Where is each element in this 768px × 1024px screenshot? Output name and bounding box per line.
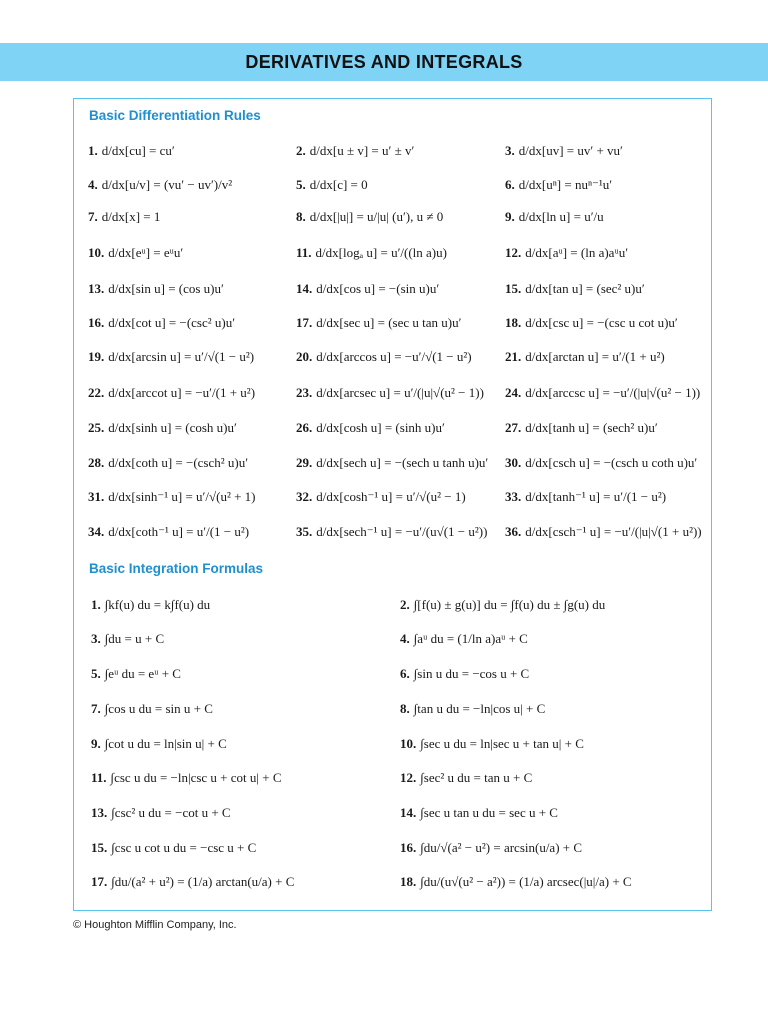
formula-number: 2. — [400, 597, 410, 612]
formula-number: 26. — [296, 420, 313, 435]
formula-expression: ∫sin u du = −cos u + C — [413, 666, 530, 681]
formula-item — [505, 386, 700, 400]
formula-item — [505, 456, 697, 470]
formula-number: 13. — [88, 281, 105, 296]
formula-item — [88, 350, 254, 364]
formula-expression: d/dx[tan u] = (sec² u)u′ — [525, 281, 645, 296]
formula-item — [88, 144, 175, 158]
formula-number: 4. — [88, 177, 98, 192]
formula-item — [91, 806, 231, 820]
formula-number: 9. — [91, 736, 101, 751]
formula-number: 3. — [91, 631, 101, 646]
formula-number: 7. — [91, 701, 101, 716]
formula-item — [88, 456, 248, 470]
formula-expression: ∫tan u du = −ln|cos u| + C — [413, 701, 546, 716]
formula-expression: ∫eᵘ du = eᵘ + C — [104, 666, 181, 681]
formula-expression: d/dx[arccos u] = −u′/√(1 − u²) — [316, 349, 472, 364]
formula-number: 22. — [88, 385, 105, 400]
formula-item — [91, 875, 294, 889]
formula-number: 36. — [505, 524, 522, 539]
formula-item — [505, 246, 628, 260]
formula-expression: d/dx[aᵘ] = (ln a)aᵘu′ — [525, 245, 629, 260]
formula-expression: d/dx[cot u] = −(csc² u)u′ — [108, 315, 236, 330]
formula-number: 34. — [88, 524, 105, 539]
formula-expression: d/dx[u ± v] = u′ ± v′ — [309, 143, 415, 158]
formula-item — [88, 525, 249, 539]
formula-expression: d/dx[csch u] = −(csch u coth u)u′ — [525, 455, 698, 470]
formula-item — [91, 598, 210, 612]
page-title: DERIVATIVES AND INTEGRALS — [245, 52, 523, 72]
formula-expression: d/dx[arctan u] = u′/(1 + u²) — [525, 349, 665, 364]
formula-number: 16. — [400, 840, 417, 855]
formula-expression: d/dx[cosh⁻¹ u] = u′/√(u² − 1) — [316, 489, 466, 504]
formula-expression: d/dx[c] = 0 — [309, 177, 368, 192]
formula-item — [400, 771, 532, 785]
formula-item — [91, 702, 213, 716]
formula-expression: d/dx[|u|] = u/|u| (u′), u ≠ 0 — [309, 209, 444, 224]
formula-number: 33. — [505, 489, 522, 504]
formula-number: 6. — [505, 177, 515, 192]
formula-expression: d/dx[sec u] = (sec u tan u)u′ — [316, 315, 462, 330]
formula-item — [88, 316, 235, 330]
formula-expression: d/dx[x] = 1 — [101, 209, 161, 224]
integration-heading: Basic Integration Formulas — [89, 561, 264, 576]
copyright-footer: © Houghton Mifflin Company, Inc. — [73, 919, 237, 931]
formula-expression: ∫du/√(a² − u²) = arcsin(u/a) + C — [420, 840, 583, 855]
formula-number: 23. — [296, 385, 313, 400]
formula-item — [88, 386, 255, 400]
formula-expression: ∫aᵘ du = (1/ln a)aᵘ + C — [413, 631, 528, 646]
formula-expression: d/dx[cosh u] = (sinh u)u′ — [316, 420, 445, 435]
formula-expression: ∫du/(a² + u²) = (1/a) arctan(u/a) + C — [111, 874, 295, 889]
formula-item — [296, 525, 487, 539]
formula-expression: ∫cot u du = ln|sin u| + C — [104, 736, 227, 751]
formula-item — [400, 875, 632, 889]
formula-number: 3. — [505, 143, 515, 158]
formula-number: 16. — [88, 315, 105, 330]
formula-item — [296, 456, 488, 470]
formula-item — [505, 316, 678, 330]
formula-item — [88, 246, 183, 260]
formula-expression: ∫csc u du = −ln|csc u + cot u| + C — [110, 770, 282, 785]
formula-item — [400, 667, 529, 681]
formula-expression: ∫kf(u) du = k∫f(u) du — [104, 597, 211, 612]
formula-number: 5. — [296, 177, 306, 192]
formula-number: 31. — [88, 489, 105, 504]
formula-number: 8. — [400, 701, 410, 716]
formula-expression: ∫csc² u du = −cot u + C — [111, 805, 231, 820]
formula-item — [505, 210, 604, 224]
formula-item — [505, 144, 623, 158]
formula-expression: d/dx[coth⁻¹ u] = u′/(1 − u²) — [108, 524, 250, 539]
formula-expression: d/dx[sin u] = (cos u)u′ — [108, 281, 224, 296]
formula-number: 20. — [296, 349, 313, 364]
formula-number: 10. — [400, 736, 417, 751]
formula-expression: d/dx[arcsec u] = u′/(|u|√(u² − 1)) — [316, 385, 484, 400]
formula-expression: d/dx[uⁿ] = nuⁿ⁻¹u′ — [518, 177, 613, 192]
formula-number: 11. — [296, 245, 312, 260]
formula-number: 14. — [400, 805, 417, 820]
formula-expression: d/dx[uv] = uv′ + vu′ — [518, 143, 623, 158]
formula-expression: d/dx[csc u] = −(csc u cot u)u′ — [525, 315, 678, 330]
formula-item — [400, 598, 605, 612]
formula-item — [296, 421, 445, 435]
formula-number: 28. — [88, 455, 105, 470]
formula-number: 21. — [505, 349, 522, 364]
formula-number: 18. — [400, 874, 417, 889]
formula-item — [88, 178, 232, 192]
formula-number: 17. — [296, 315, 313, 330]
formula-number: 29. — [296, 455, 313, 470]
formula-expression: d/dx[sinh⁻¹ u] = u′/√(u² + 1) — [108, 489, 256, 504]
formula-expression: d/dx[ln u] = u′/u — [518, 209, 604, 224]
formula-number: 4. — [400, 631, 410, 646]
differentiation-heading: Basic Differentiation Rules — [89, 108, 261, 123]
formula-expression: ∫du/(u√(u² − a²)) = (1/a) arcsec(|u|/a) + C — [420, 874, 632, 889]
formula-item — [400, 806, 558, 820]
formula-number: 17. — [91, 874, 108, 889]
formula-number: 15. — [505, 281, 522, 296]
formula-number: 1. — [91, 597, 101, 612]
formula-number: 35. — [296, 524, 313, 539]
formula-item — [91, 632, 164, 646]
formula-item — [91, 667, 181, 681]
formula-expression: ∫sec u tan u du = sec u + C — [420, 805, 558, 820]
formula-item — [505, 282, 645, 296]
formula-item — [88, 490, 256, 504]
formula-expression: d/dx[coth u] = −(csch² u)u′ — [108, 455, 249, 470]
formula-item — [400, 737, 584, 751]
formula-expression: d/dx[logₐ u] = u′/((ln a)u) — [315, 245, 447, 260]
formula-item — [88, 421, 237, 435]
formula-item — [505, 525, 702, 539]
formula-number: 1. — [88, 143, 98, 158]
formula-expression: d/dx[u/v] = (vu′ − uv′)/v² — [101, 177, 233, 192]
formula-item — [296, 144, 414, 158]
formula-expression: d/dx[sinh u] = (cosh u)u′ — [108, 420, 237, 435]
formula-item — [91, 737, 227, 751]
formula-expression: d/dx[cu] = cu′ — [101, 143, 175, 158]
formula-number: 11. — [91, 770, 107, 785]
formula-item — [505, 350, 665, 364]
formula-item — [296, 490, 466, 504]
formula-item — [505, 490, 666, 504]
formula-number: 7. — [88, 209, 98, 224]
formula-item — [91, 771, 282, 785]
formula-expression: d/dx[arccsc u] = −u′/(|u|√(u² − 1)) — [525, 385, 701, 400]
formula-item — [400, 632, 528, 646]
formula-expression: ∫sec u du = ln|sec u + tan u| + C — [420, 736, 584, 751]
formula-number: 24. — [505, 385, 522, 400]
formula-number: 8. — [296, 209, 306, 224]
formula-expression: d/dx[arcsin u] = u′/√(1 − u²) — [108, 349, 255, 364]
formula-number: 25. — [88, 420, 105, 435]
formula-item — [505, 421, 658, 435]
formula-number: 2. — [296, 143, 306, 158]
title-banner — [0, 43, 768, 81]
formula-item — [296, 350, 472, 364]
formula-expression: d/dx[eᵘ] = eᵘu′ — [108, 245, 184, 260]
formula-expression: d/dx[sech⁻¹ u] = −u′/(u√(1 − u²)) — [316, 524, 488, 539]
formula-number: 6. — [400, 666, 410, 681]
formula-expression: d/dx[tanh u] = (sech² u)u′ — [525, 420, 658, 435]
formula-expression: d/dx[sech u] = −(sech u tanh u)u′ — [316, 455, 489, 470]
formula-item — [296, 316, 461, 330]
formula-expression: ∫sec² u du = tan u + C — [420, 770, 533, 785]
formula-expression: ∫csc u cot u du = −csc u + C — [111, 840, 257, 855]
formula-item — [88, 282, 224, 296]
formula-item — [296, 386, 484, 400]
formula-number: 30. — [505, 455, 522, 470]
formula-expression: ∫du = u + C — [104, 631, 165, 646]
formula-item — [296, 178, 368, 192]
formula-expression: d/dx[tanh⁻¹ u] = u′/(1 − u²) — [525, 489, 667, 504]
formula-expression: ∫[f(u) ± g(u)] du = ∫f(u) du ± ∫g(u) du — [413, 597, 606, 612]
formula-number: 12. — [505, 245, 522, 260]
formula-number: 14. — [296, 281, 313, 296]
formula-number: 5. — [91, 666, 101, 681]
formula-expression: d/dx[cos u] = −(sin u)u′ — [316, 281, 440, 296]
formula-number: 15. — [91, 840, 108, 855]
formula-item — [400, 702, 545, 716]
formula-item — [505, 178, 612, 192]
formula-number: 32. — [296, 489, 313, 504]
formula-number: 10. — [88, 245, 105, 260]
formula-item — [296, 282, 439, 296]
formula-number: 27. — [505, 420, 522, 435]
formula-number: 13. — [91, 805, 108, 820]
formula-number: 18. — [505, 315, 522, 330]
formula-item — [91, 841, 256, 855]
formula-item — [296, 210, 443, 224]
formula-number: 9. — [505, 209, 515, 224]
formula-item — [400, 841, 582, 855]
formula-number: 12. — [400, 770, 417, 785]
formula-expression: d/dx[csch⁻¹ u] = −u′/(|u|√(1 + u²)) — [525, 524, 702, 539]
formula-expression: ∫cos u du = sin u + C — [104, 701, 213, 716]
formula-item — [88, 210, 160, 224]
formula-item — [296, 246, 447, 260]
formula-number: 19. — [88, 349, 105, 364]
formula-expression: d/dx[arccot u] = −u′/(1 + u²) — [108, 385, 256, 400]
